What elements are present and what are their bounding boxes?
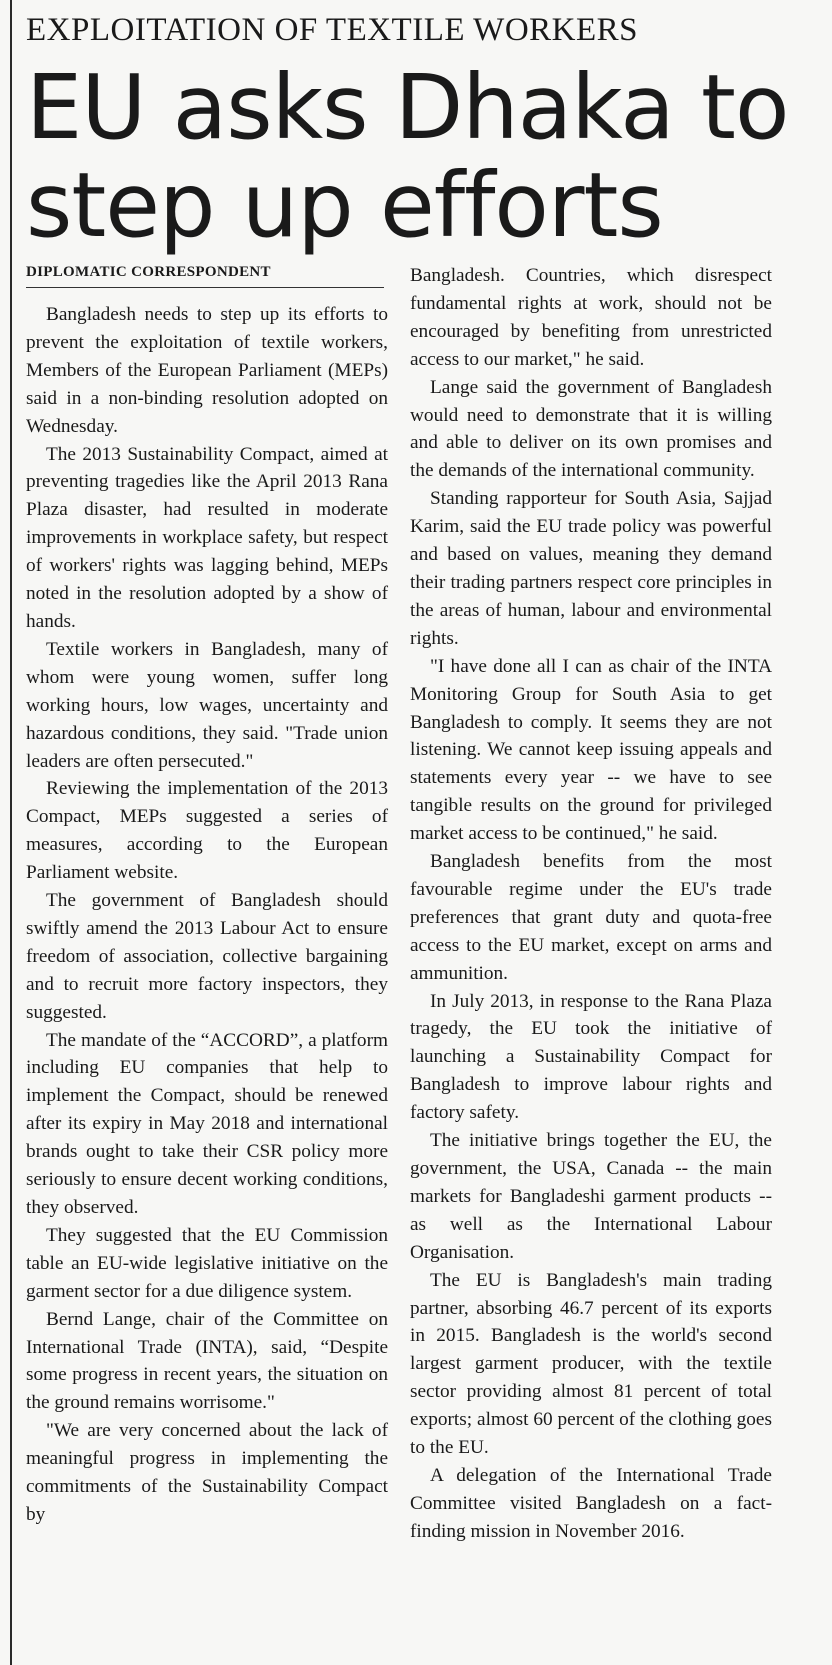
paragraph: Bernd Lange, chair of the Committee on International Trade (INTA), said, “Despite some progress in recent years, the situation on the ground remains worrisome." <box>26 1308 388 1414</box>
paragraph: A delegation of the International Trade Committee visited Bangladesh on a fact-finding mission in November 2016. <box>410 1464 772 1542</box>
paragraph: "We are very concerned about the lack of meaningful progress in implementing the commitments of the Sustainability Compact by <box>26 1420 388 1525</box>
article-column-left <box>26 301 388 1529</box>
article-kicker: EXPLOITATION OF TEXTILE WORKERS <box>26 12 639 48</box>
paragraph: Reviewing the implementation of the 2013 Compact, MEPs suggested a series of measures, according to the European Parliament website. <box>26 778 388 884</box>
paragraph: Bangladesh. Countries, which disrespect fundamental rights at work, should not be encouraged by benefiting from unrestricted access to our market," he said. <box>410 265 772 370</box>
paragraph: The mandate of the “ACCORD”, a platform including EU companies that help to implement the Compact, should be renewed after its expiry in May 2018 and international brands ought to take their CSR policy more seriously to ensure decent working conditions, they observed. <box>26 1029 388 1218</box>
paragraph: Textile workers in Bangladesh, many of whom were young women, suffer long working hours, low wages, uncertainty and hazardous conditions, they said. "Trade union leaders are often persecuted." <box>26 638 388 772</box>
paragraph: In July 2013, in response to the Rana Plaza tragedy, the EU took the initiative of launching a Sustainability Compact for Bangladesh to improve labour rights and factory safety. <box>410 990 772 1124</box>
paragraph: The initiative brings together the EU, the government, the USA, Canada -- the main markets for Bangladeshi garment products -- as well as the International Labour Organisation. <box>410 1130 772 1263</box>
column-rule <box>10 0 12 1665</box>
paragraph: Bangladesh benefits from the most favourable regime under the EU's trade preferences that grant duty and quota-free access to the EU market, except on arms and ammunition. <box>410 851 772 984</box>
article-headline: EU asks Dhaka to step up efforts <box>26 55 789 257</box>
paragraph: Standing rapporteur for South Asia, Sajjad Karim, said the EU trade policy was powerful and based on values, meaning they demand their trading partners respect core principles in the areas of human, labour and environmental rights. <box>410 488 772 649</box>
paragraph: The EU is Bangladesh's main trading partner, absorbing 46.7 percent of its exports in 2015. Bangladesh is the world's second largest garment producer, with the textile sector providing almost 81 percent of total exports; almost 60 percent of the clothing goes to the EU. <box>410 1269 772 1459</box>
paragraph: The 2013 Sustainability Compact, aimed at preventing tragedies like the April 2013 Rana Plaza disaster, had resulted in moderate improvements in workplace safety, but respect of workers' rights was lagging behind, MEPs noted in the resolution adopted by a show of hands. <box>26 443 388 632</box>
paragraph: They suggested that the EU Commission table an EU-wide legislative initiative on the garment sector for a due diligence system. <box>26 1224 388 1302</box>
paragraph: Lange said the government of Bangladesh would need to demonstrate that it is willing and able to deliver on its own promises and the demands of the international community. <box>410 376 772 482</box>
paragraph: The government of Bangladesh should swiftly amend the 2013 Labour Act to ensure freedom of association, collective bargaining and to recruit more factory inspectors, they suggested. <box>26 890 388 1023</box>
article-byline: DIPLOMATIC CORRESPONDENT <box>26 264 384 288</box>
paragraph: "I have done all I can as chair of the INTA Monitoring Group for South Asia to get Bangladesh to comply. It seems they are not listening. We cannot keep issuing appeals and statements every year -- we have to see tangible results on the ground for privileged market access to be continued," he said. <box>410 655 772 845</box>
article-column-right <box>410 262 772 1546</box>
paragraph: Bangladesh needs to step up its efforts to prevent the exploitation of textile workers, Members of the European Parliament (MEPs) said in a non-binding resolution adopted on Wednesday. <box>26 304 388 437</box>
